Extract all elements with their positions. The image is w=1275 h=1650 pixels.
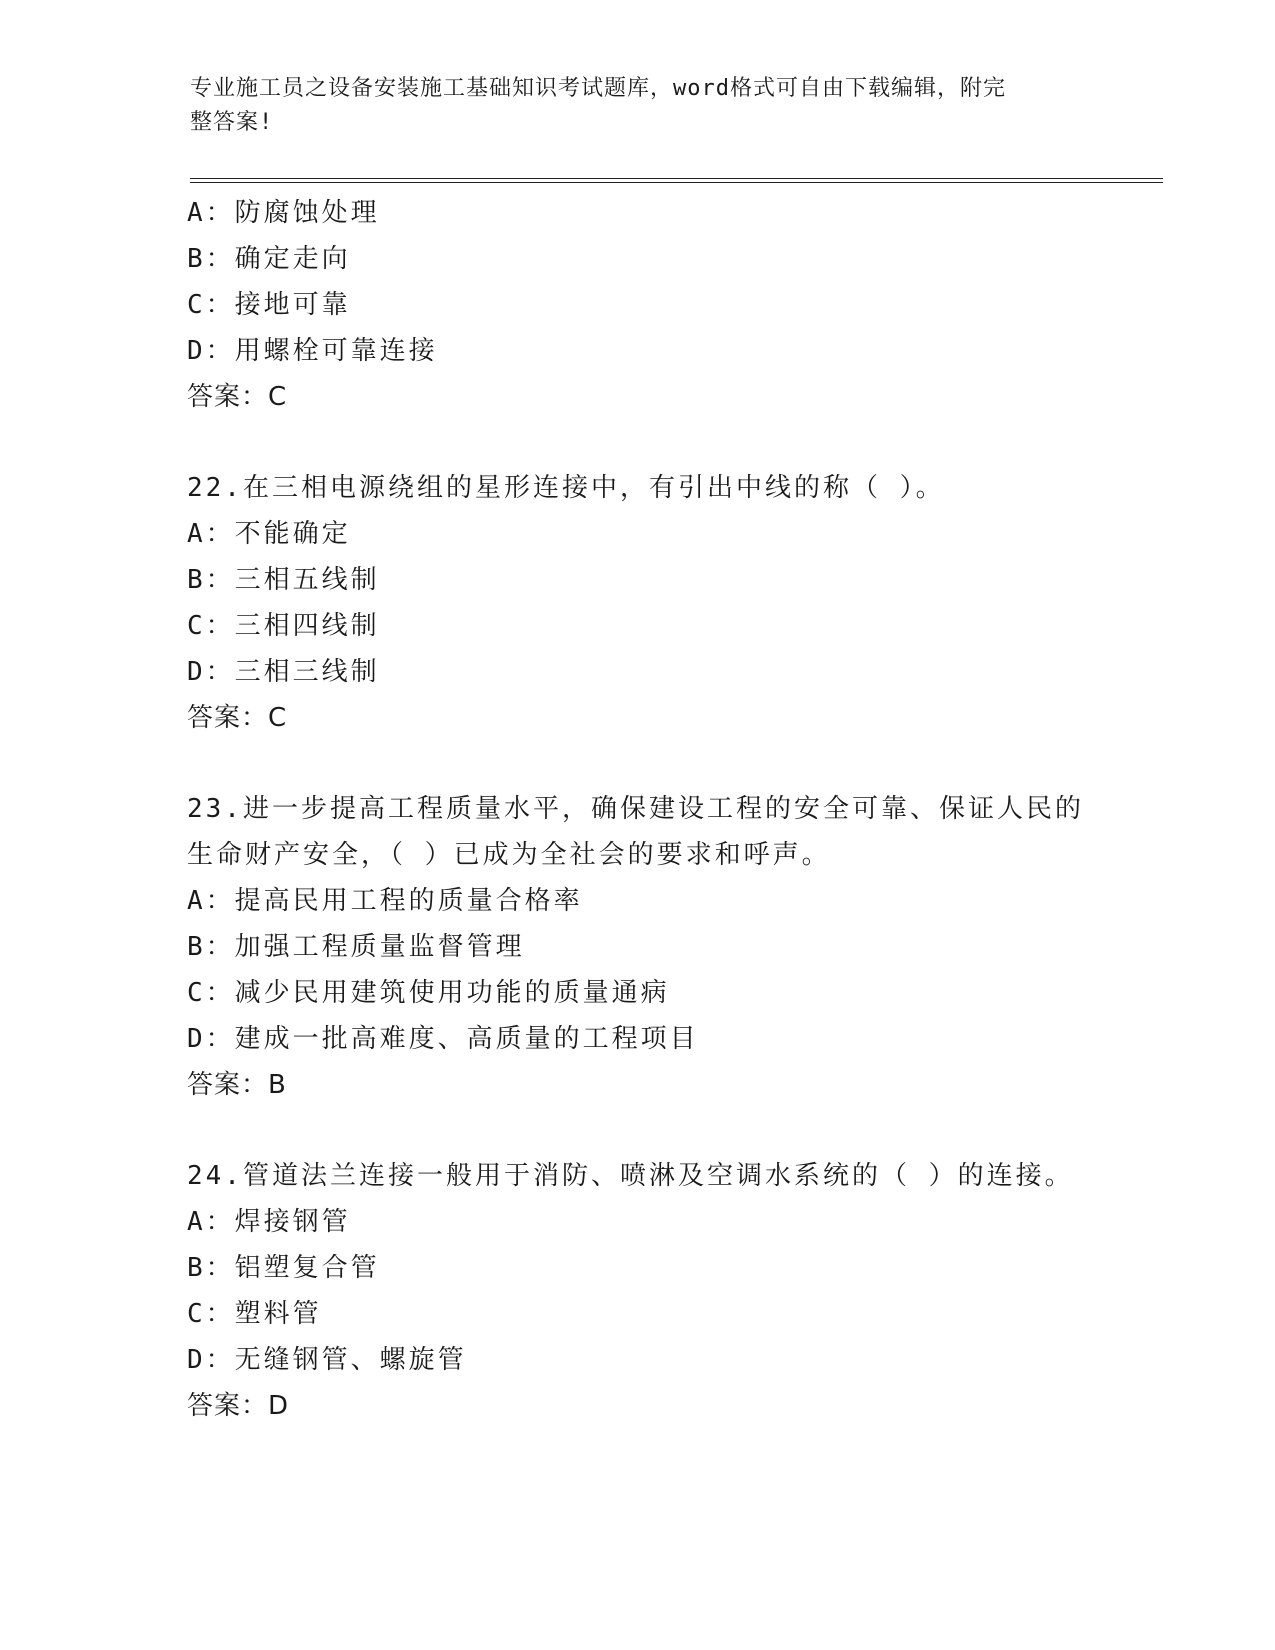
question-content [187,190,1147,1429]
option-b: B：加强工程质量监督管理 [187,932,525,962]
header-line-2: 整答案! [190,110,274,135]
question-block-24 [187,1153,1147,1429]
question-stem-line-2: 生命财产安全，（ ）已成为全社会的要求和呼声。 [187,840,831,870]
option-a: A：防腐蚀处理 [187,198,380,228]
option-c: C：塑料管 [187,1299,322,1329]
answer-line: 答案：C [187,382,288,412]
option-b: B：三相五线制 [187,565,380,595]
option-c: C：减少民用建筑使用功能的质量通病 [187,978,670,1008]
option-d: D：建成一批高难度、高质量的工程项目 [187,1024,699,1054]
question-stem: 22.在三相电源绕组的星形连接中，有引出中线的称（ ）。 [187,473,945,503]
option-d: D：用螺栓可靠连接 [187,336,438,366]
header-divider-top [190,178,1163,179]
header-line-1: 专业施工员之设备安装施工基础知识考试题库，word格式可自由下载编辑，附完 [190,76,1006,101]
option-a: A：提高民用工程的质量合格率 [187,886,583,916]
option-c: C：接地可靠 [187,290,351,320]
option-a: A：不能确定 [187,519,351,549]
document-header [190,72,1070,140]
option-a: A：焊接钢管 [187,1207,351,1237]
question-stem: 24.管道法兰连接一般用于消防、喷淋及空调水系统的（ ）的连接。 [187,1161,1074,1191]
option-d: D：三相三线制 [187,657,380,687]
header-divider-bottom [190,182,1163,183]
option-d: D：无缝钢管、螺旋管 [187,1345,467,1375]
option-b: B：确定走向 [187,244,351,274]
question-block-23 [187,786,1147,1108]
question-block-21 [187,190,1147,420]
answer-line: 答案：C [187,703,288,733]
option-c: C：三相四线制 [187,611,380,641]
question-stem-line-1: 23.进一步提高工程质量水平，确保建设工程的安全可靠、保证人民的 [187,794,1084,824]
answer-line: 答案：B [187,1070,287,1100]
answer-line: 答案：D [187,1391,290,1421]
option-b: B：铝塑复合管 [187,1253,380,1283]
question-block-22 [187,465,1147,741]
